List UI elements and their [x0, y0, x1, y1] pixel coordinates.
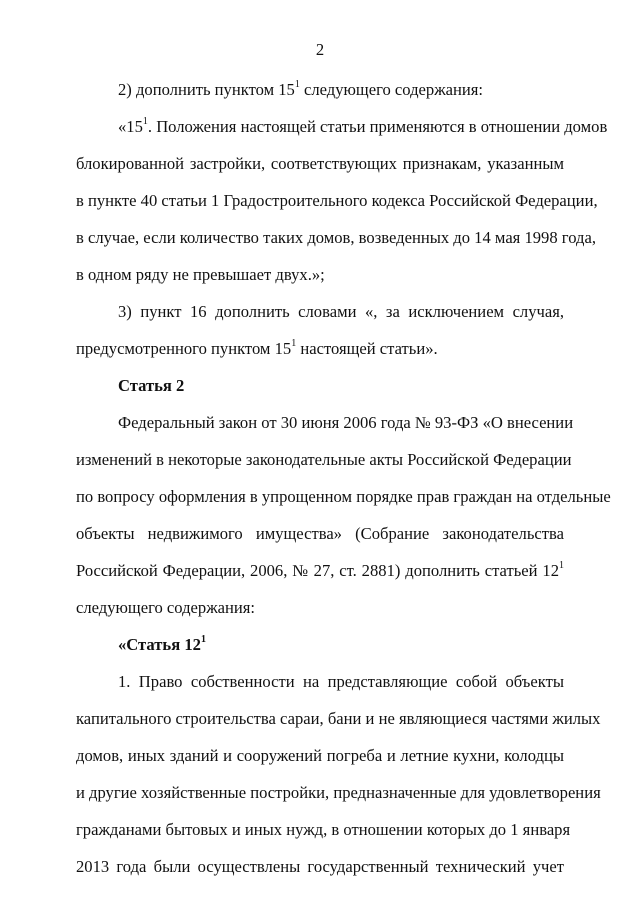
- article-12-1-line-6: 2013 года были осуществлены государственный технический учет: [76, 857, 564, 876]
- article-12-1-line-2: капитального строительства сараи, бани и не являющиеся частями жилых: [76, 709, 601, 728]
- article-12-1-line-4: и другие хозяйственные постройки, предназначенные для удовлетворения: [76, 783, 601, 802]
- quote-line-5: в одном ряду не превышает двух.»;: [76, 265, 325, 284]
- quote-line-1: «$15^1$. Положения настоящей статьи применяются в отношении домов: [118, 116, 608, 136]
- article-2-line-2: изменений в некоторые законодательные акты Российской Федерации: [76, 450, 572, 469]
- article-2-line-4: объекты недвижимого имущества» (Собрание законодательства: [76, 524, 564, 543]
- article-2-heading: Статья 2: [118, 376, 185, 395]
- quote-line-4: в случае, если количество таких домов, возведенных до 14 мая 1998 года,: [76, 228, 596, 247]
- amendment-item-2: 2) дополнить пунктом $15^1$ следующего содержания:: [118, 79, 484, 99]
- page-number: 2: [315, 40, 325, 59]
- article-12-1-line-1: 1. Право собственности на представляющие собой объекты: [118, 672, 564, 691]
- amendment-item-3-line-1: 3) пункт 16 дополнить словами «, за исключением случая,: [118, 302, 564, 321]
- amendment-item-3-line-2: предусмотренного пунктом $15^1$ настоящей статьи».: [76, 338, 438, 358]
- article-12-1-line-3: домов, иных зданий и сооружений погреба и летние кухни, колодцы: [76, 746, 564, 765]
- article-12-1-line-5: гражданами бытовых и иных нужд, в отношении которых до 1 января: [76, 820, 571, 839]
- quote-line-3: в пункте 40 статьи 1 Градостроительного кодекса Российской Федерации,: [76, 191, 598, 210]
- article-2-line-5: Российской Федерации, 2006, № 27, ст. 2881) дополнить статьей $12^1$: [76, 560, 564, 580]
- article-12-1-heading: «Статья $12^1$: [118, 634, 206, 654]
- article-2-line-3: по вопросу оформления в упрощенном порядке прав граждан на отдельные: [76, 487, 611, 506]
- article-2-line-1: Федеральный закон от 30 июня 2006 года № 93-ФЗ «О внесении: [118, 413, 574, 432]
- quote-line-2: блокированной застройки, соответствующих признакам, указанным: [76, 154, 564, 173]
- article-2-line-6: следующего содержания:: [76, 598, 256, 617]
